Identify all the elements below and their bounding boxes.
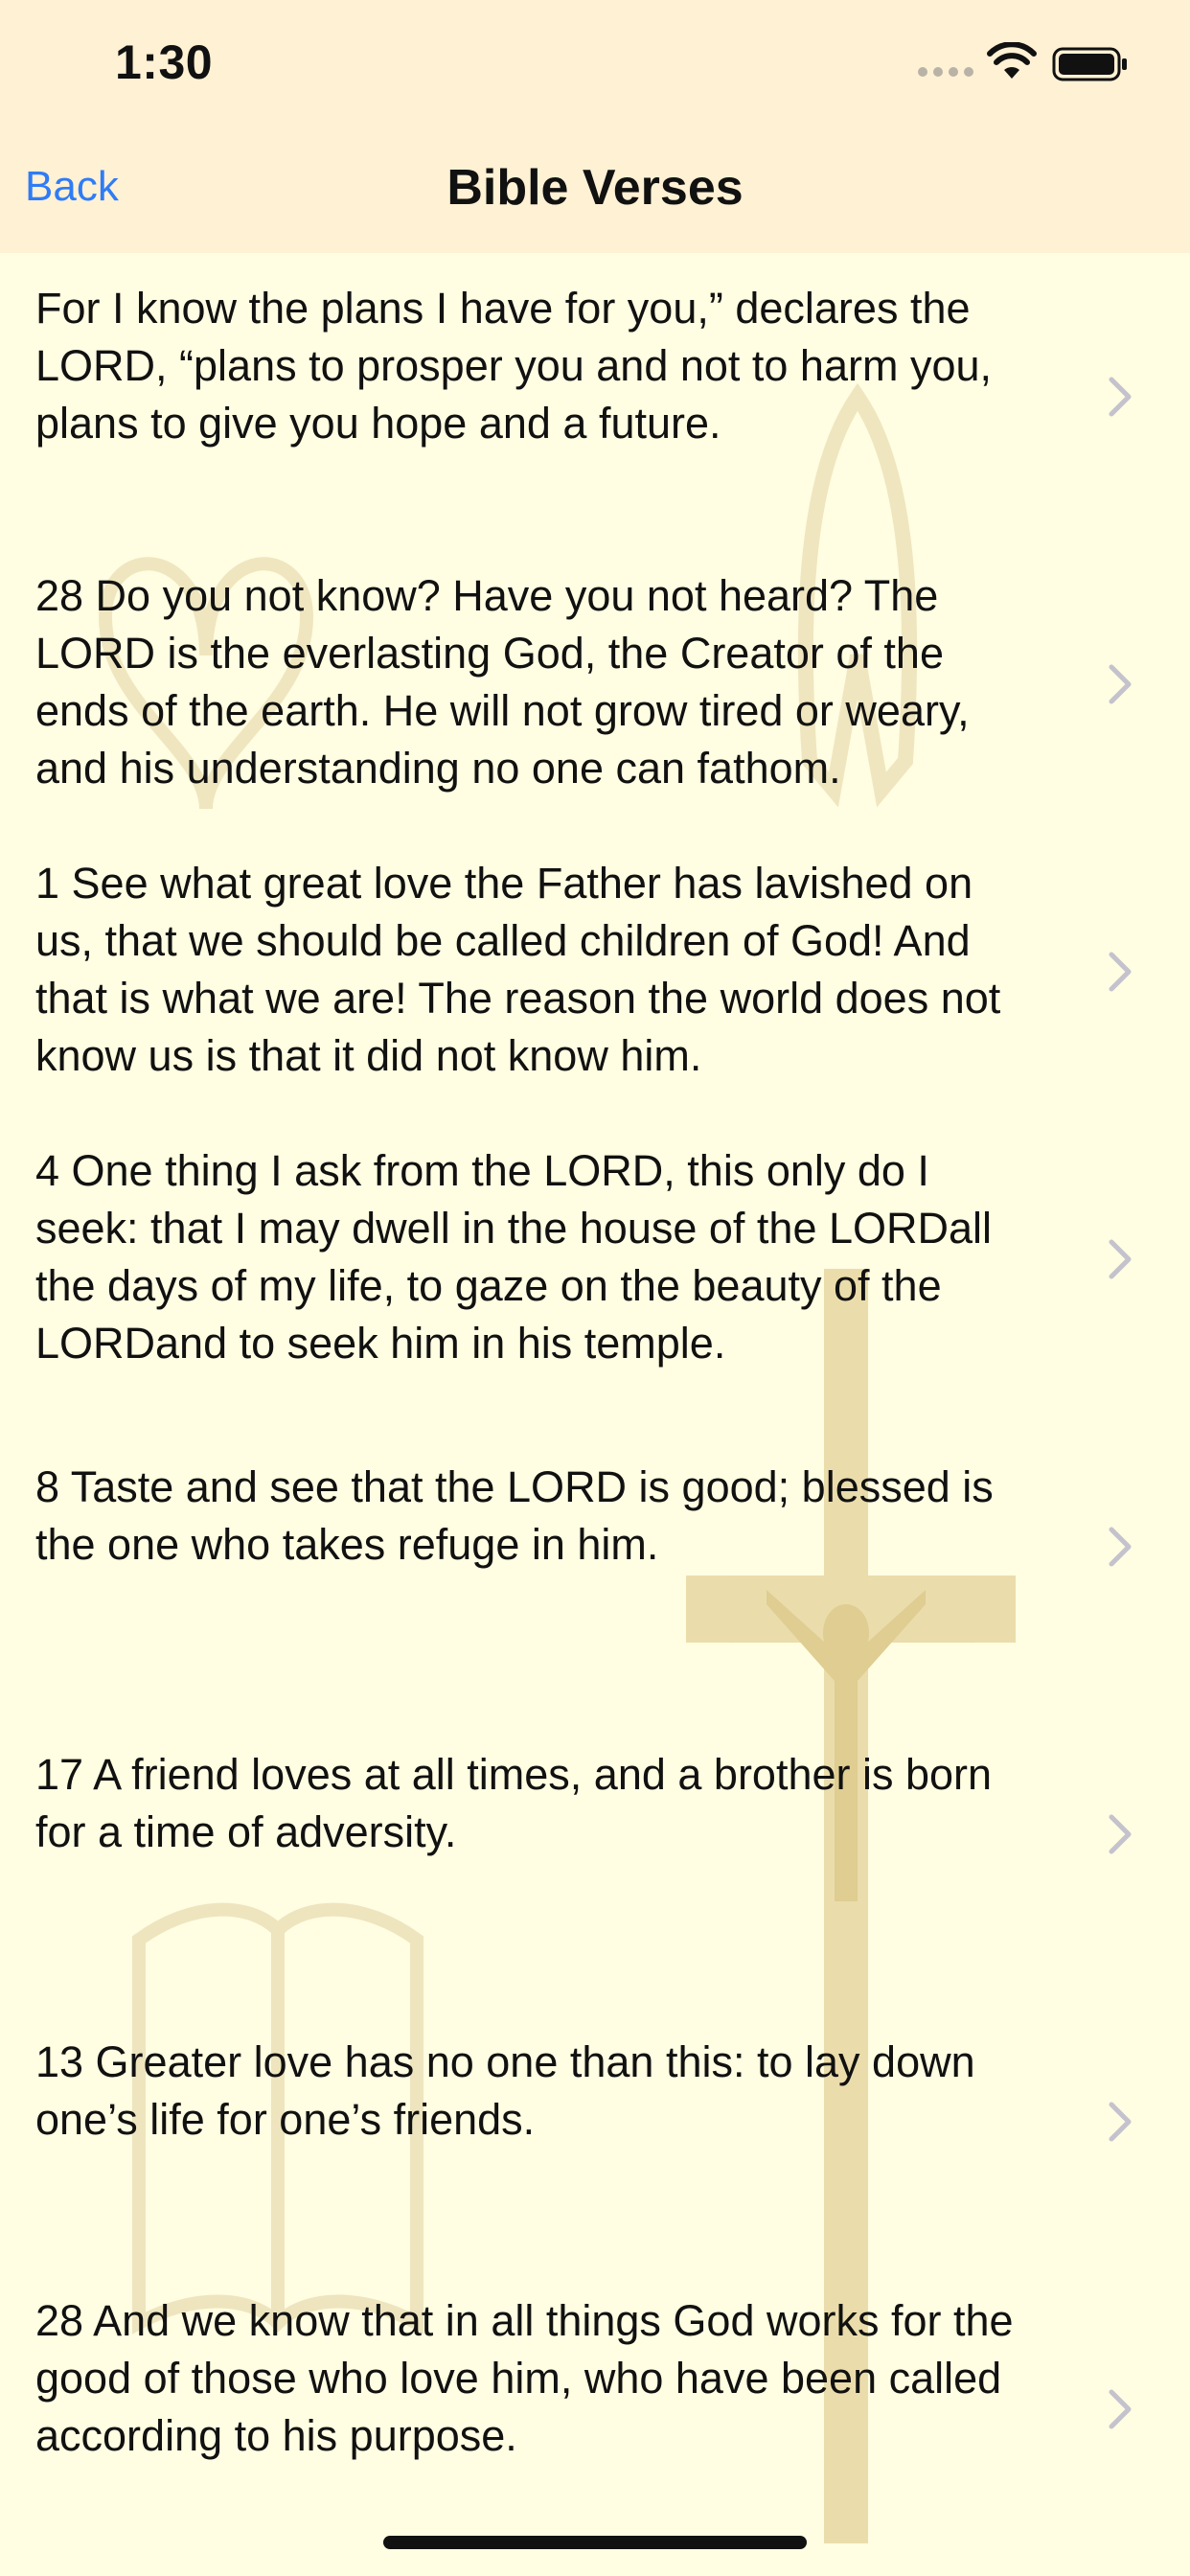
chevron-right-icon	[1108, 663, 1133, 705]
verse-text: For I know the plans I have for you,” declares the LORD, “plans to prosper you and not to harm you, plans to give you hope and a future.	[35, 284, 993, 448]
verse-row[interactable]	[0, 1116, 1190, 1403]
battery-icon	[1052, 46, 1129, 82]
verse-list	[0, 253, 1190, 2576]
home-indicator[interactable]	[383, 2536, 807, 2549]
signal-icon	[918, 67, 973, 80]
verse-row[interactable]	[0, 1978, 1190, 2266]
chevron-right-icon	[1108, 2388, 1133, 2430]
status-time: 1:30	[115, 35, 214, 89]
back-button[interactable]: Back	[25, 163, 119, 210]
verse-row[interactable]	[0, 1403, 1190, 1690]
chevron-right-icon	[1108, 1238, 1133, 1280]
verse-row[interactable]	[0, 540, 1190, 828]
verse-text: 28 And we know that in all things God works for the good of those who love him, who have been called according to his purpose.	[35, 2296, 1014, 2460]
navigation-bar	[0, 126, 1190, 253]
chevron-right-icon	[1108, 1526, 1133, 1568]
wifi-icon	[987, 42, 1037, 80]
chevron-right-icon	[1108, 2101, 1133, 2143]
verse-text: 13 Greater love has no one than this: to lay down one’s life for one’s friends.	[35, 2037, 975, 2144]
verse-text: 8 Taste and see that the LORD is good; blessed is the one who takes refuge in him.	[35, 1462, 994, 1569]
chevron-right-icon	[1108, 376, 1133, 418]
verse-text: 17 A friend loves at all times, and a brother is born for a time of adversity.	[35, 1750, 993, 1856]
chevron-right-icon	[1108, 1813, 1133, 1855]
chevron-right-icon	[1108, 951, 1133, 993]
verse-row[interactable]	[0, 828, 1190, 1116]
page-title: Bible Verses	[446, 160, 744, 216]
verse-text: 4 One thing I ask from the LORD, this only do I seek: that I may dwell in the house of the LORDall the days of my life, to gaze on the beauty of the LORDand to seek him in his temple.	[35, 1146, 993, 1368]
verse-text: 1 See what great love the Father has lavished on us, that we should be called children of God! And that is what we are! The reason the world does not know us is that it did not know him.	[35, 859, 1001, 1080]
verse-row[interactable]	[0, 253, 1190, 540]
status-bar	[0, 0, 1190, 126]
verse-row[interactable]	[0, 1690, 1190, 1978]
verse-row[interactable]	[0, 2266, 1190, 2553]
verse-text: 28 Do you not know? Have you not heard? The LORD is the everlasting God, the Creator of the ends of the earth. He will not grow tired or weary, and his understanding no one can fathom.	[35, 571, 970, 793]
